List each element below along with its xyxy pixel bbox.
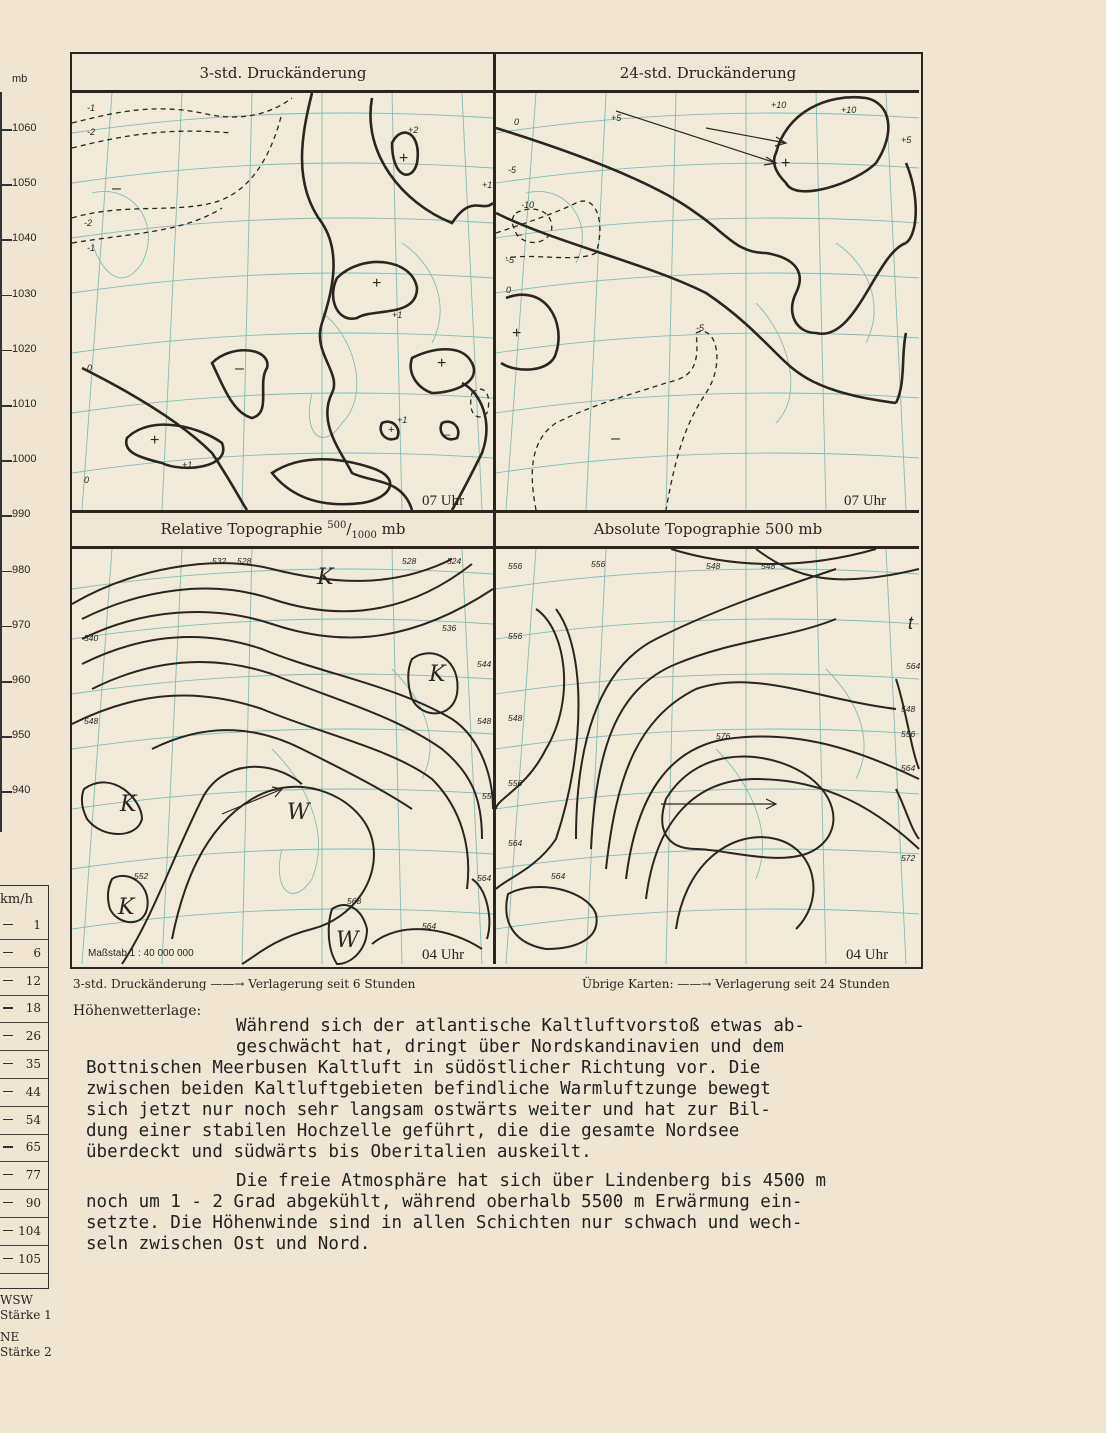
speed-row bbox=[0, 1051, 48, 1079]
ruler-tick bbox=[0, 350, 12, 352]
relative-title-num: 500 bbox=[327, 520, 347, 531]
relative-title-den: 1000 bbox=[351, 530, 377, 541]
ruler-axis bbox=[0, 92, 2, 832]
text-line-2: geschwächt hat, dringt über Nordskandinavien und dem bbox=[236, 1037, 784, 1057]
map-grid-lines bbox=[496, 93, 919, 510]
speed-dash bbox=[3, 1230, 13, 1231]
high-marker: + bbox=[150, 432, 160, 449]
speed-dash bbox=[3, 924, 13, 925]
ruler-label: 940 bbox=[12, 784, 31, 797]
svg-text:576: 576 bbox=[716, 731, 731, 741]
speed-dash bbox=[3, 1007, 13, 1008]
svg-text:0: 0 bbox=[87, 363, 93, 373]
svg-text:524: 524 bbox=[447, 556, 462, 566]
speed-dash bbox=[3, 1258, 13, 1259]
svg-text:548: 548 bbox=[84, 716, 99, 726]
svg-text:556: 556 bbox=[508, 778, 523, 788]
ruler-tick bbox=[0, 626, 12, 628]
high-marker: + bbox=[781, 155, 791, 172]
isallobars-dashed bbox=[496, 201, 717, 510]
svg-text:+2: +2 bbox=[408, 125, 419, 135]
svg-text:568: 568 bbox=[347, 896, 362, 906]
svg-text:556: 556 bbox=[508, 561, 523, 571]
speed-dash bbox=[3, 1035, 13, 1036]
tl-labels bbox=[112, 150, 451, 449]
low-marker: – bbox=[444, 429, 451, 441]
svg-text:0: 0 bbox=[514, 117, 520, 127]
speed-value: 65 bbox=[25, 1140, 41, 1155]
tr-labels bbox=[512, 155, 790, 447]
svg-text:544: 544 bbox=[477, 659, 492, 669]
svg-text:564: 564 bbox=[901, 763, 916, 773]
cold-marker: K bbox=[118, 895, 135, 920]
wind-note-2: Stärke 1 bbox=[0, 1308, 52, 1322]
isallobars-solid bbox=[82, 93, 493, 510]
map-time-relative: 04 Uhr bbox=[422, 947, 465, 963]
warm-marker: W bbox=[336, 928, 359, 953]
cold-marker: K bbox=[120, 792, 137, 817]
svg-text:528: 528 bbox=[237, 556, 252, 566]
svg-text:556: 556 bbox=[508, 631, 523, 641]
ruler-label: 1050 bbox=[12, 177, 37, 190]
ruler-tick bbox=[0, 681, 12, 683]
speed-dash bbox=[3, 1119, 13, 1120]
svg-text:548: 548 bbox=[477, 716, 492, 726]
speed-value: 54 bbox=[25, 1112, 41, 1127]
speed-row bbox=[0, 1107, 48, 1135]
map-title-relative: Relative Topographie $^{500}/_{1000}$ mb bbox=[160, 520, 406, 541]
high-marker: + bbox=[399, 150, 409, 167]
svg-text:572: 572 bbox=[901, 853, 916, 863]
svg-text:+10: +10 bbox=[841, 105, 857, 115]
map-3h-pressure-change bbox=[72, 93, 493, 510]
ruler-label: 960 bbox=[12, 674, 31, 686]
contour-lines bbox=[496, 549, 919, 949]
ruler-label: 990 bbox=[12, 508, 31, 521]
relative-title-unit: mb bbox=[381, 520, 406, 538]
svg-text:+1: +1 bbox=[482, 180, 493, 190]
caption-right: Übrige Karten: ——→ Verlagerung seit 24 Stunden bbox=[582, 977, 890, 991]
text-line-3: Bottnischen Meerbusen Kaltluft in südöstlicher Richtung vor. Die bbox=[86, 1058, 761, 1078]
wind-note-1: WSW bbox=[0, 1293, 33, 1307]
speed-row bbox=[0, 1134, 48, 1162]
text-line-10: setzte. Die Höhenwinde sind in allen Schichten nur schwach und wech- bbox=[86, 1213, 803, 1233]
speed-dash bbox=[3, 1146, 13, 1147]
relative-title-text: Relative Topographie bbox=[160, 520, 323, 538]
speed-dash bbox=[3, 1174, 13, 1175]
speed-value: 105 bbox=[18, 1251, 41, 1266]
speed-value: 44 bbox=[25, 1084, 41, 1099]
svg-text:-5: -5 bbox=[508, 165, 517, 175]
speed-row bbox=[0, 912, 48, 940]
text-line-1: Während sich der atlantische Kaltluftvorstoß etwas ab- bbox=[236, 1016, 805, 1036]
svg-text:+5: +5 bbox=[901, 135, 912, 145]
speed-row bbox=[0, 1162, 48, 1190]
svg-text:556: 556 bbox=[901, 729, 916, 739]
ruler-unit: mb bbox=[12, 73, 28, 85]
svg-text:552: 552 bbox=[134, 871, 149, 881]
speed-value: 12 bbox=[25, 973, 41, 988]
svg-text:548: 548 bbox=[761, 561, 776, 571]
speed-dash bbox=[3, 980, 13, 981]
svg-text:+10: +10 bbox=[771, 100, 787, 110]
svg-text:0: 0 bbox=[84, 475, 90, 485]
high-marker: + bbox=[388, 424, 395, 436]
section-label: Höhenwetterlage: bbox=[73, 1003, 202, 1019]
low-marker: – bbox=[611, 430, 620, 447]
ruler-label: 950 bbox=[12, 729, 31, 742]
map-title-absolute: Absolute Topographie 500 mb bbox=[593, 520, 823, 538]
svg-text:564: 564 bbox=[477, 873, 492, 883]
ruler-label: 1010 bbox=[12, 398, 37, 410]
ruler-label: 980 bbox=[12, 563, 31, 576]
svg-text:-2: -2 bbox=[84, 218, 93, 228]
warm-marker: W bbox=[287, 800, 310, 825]
ruler-label: 970 bbox=[12, 618, 31, 631]
ruler-label: 1000 bbox=[12, 453, 37, 466]
svg-text:0: 0 bbox=[506, 285, 512, 295]
ruler-tick bbox=[0, 184, 12, 186]
svg-text:-5: -5 bbox=[696, 323, 705, 333]
ruler-tick bbox=[0, 460, 12, 462]
map-relative-topography bbox=[72, 549, 497, 964]
map-absolute-topography bbox=[496, 549, 919, 964]
speed-row bbox=[0, 1023, 48, 1051]
ruler-label: 1030 bbox=[12, 287, 37, 300]
high-marker: + bbox=[372, 275, 382, 292]
speed-row bbox=[0, 1218, 48, 1246]
speed-value: 77 bbox=[25, 1168, 41, 1183]
ruler-tick bbox=[0, 515, 12, 517]
speed-value: 1 bbox=[33, 918, 41, 932]
text-line-11: seln zwischen Ost und Nord. bbox=[86, 1234, 371, 1254]
svg-text:t: t bbox=[908, 613, 914, 633]
ruler-tick bbox=[0, 791, 12, 793]
high-marker: + bbox=[512, 325, 522, 342]
ruler-tick bbox=[0, 295, 12, 297]
speed-value: 18 bbox=[25, 1001, 41, 1016]
movement-arrows bbox=[616, 111, 786, 165]
map-title-3h: 3-std. Druckänderung bbox=[199, 64, 367, 82]
speed-value: 35 bbox=[25, 1057, 41, 1071]
speed-value: 26 bbox=[25, 1029, 41, 1044]
svg-text:+1: +1 bbox=[392, 310, 403, 320]
low-marker: – bbox=[112, 180, 121, 197]
text-line-6: dung einer stabilen Hochzelle geführt, die die gesamte Nordsee bbox=[86, 1121, 740, 1141]
svg-text:564: 564 bbox=[422, 921, 437, 931]
speed-dash bbox=[3, 1091, 13, 1092]
speed-row bbox=[0, 940, 48, 968]
speed-row bbox=[0, 1079, 48, 1107]
svg-text:-1: -1 bbox=[87, 243, 96, 253]
map-time-24h: 07 Uhr bbox=[844, 493, 887, 509]
svg-text:564: 564 bbox=[551, 871, 566, 881]
ruler-tick bbox=[0, 239, 12, 241]
map-grid-lines bbox=[496, 549, 919, 964]
speed-dash bbox=[3, 1063, 13, 1064]
low-marker: – bbox=[235, 360, 244, 377]
ruler-tick bbox=[0, 129, 12, 131]
text-line-4: zwischen beiden Kaltluftgebieten befindliche Warmluftzunge bewegt bbox=[86, 1079, 771, 1099]
svg-text:+5: +5 bbox=[611, 113, 622, 123]
isallobars-solid bbox=[496, 97, 916, 403]
speed-row bbox=[0, 1246, 48, 1274]
grid-divider-middle bbox=[72, 510, 919, 513]
svg-text:528: 528 bbox=[402, 556, 417, 566]
svg-text:556: 556 bbox=[482, 791, 497, 801]
map-time-3h: 07 Uhr bbox=[422, 493, 465, 509]
speed-value: 6 bbox=[33, 945, 41, 960]
speed-dash bbox=[3, 952, 13, 953]
svg-text:548: 548 bbox=[508, 713, 523, 723]
svg-text:536: 536 bbox=[442, 623, 457, 633]
map-grid-lines bbox=[72, 549, 493, 964]
svg-text:532: 532 bbox=[212, 556, 227, 566]
ruler-tick bbox=[0, 571, 12, 573]
low-marker: – bbox=[516, 229, 523, 241]
speed-unit: km/h bbox=[0, 892, 33, 907]
svg-text:-5: -5 bbox=[506, 255, 515, 265]
high-marker: + bbox=[437, 355, 447, 372]
speed-row bbox=[0, 1190, 48, 1218]
speed-scale bbox=[0, 885, 49, 1289]
isallobars-dashed bbox=[72, 98, 489, 417]
ruler-tick bbox=[0, 405, 12, 407]
speed-row bbox=[0, 995, 48, 1023]
ruler-label: 1020 bbox=[12, 342, 37, 355]
svg-text:564: 564 bbox=[508, 838, 523, 848]
wind-note-3: NE bbox=[0, 1330, 20, 1344]
svg-text:564: 564 bbox=[906, 661, 921, 671]
br-isoline-values bbox=[508, 559, 920, 881]
svg-text:540: 540 bbox=[84, 633, 99, 643]
map-24h-pressure-change bbox=[496, 93, 919, 510]
svg-text:-10: -10 bbox=[521, 200, 535, 210]
map-scale: Maßstab 1 : 40 000 000 bbox=[88, 948, 194, 959]
map-grid-lines bbox=[72, 93, 493, 510]
text-line-7: überdeckt und südwärts bis Oberitalien auskeilt. bbox=[86, 1142, 592, 1162]
caption-left: 3-std. Druckänderung ——→ Verlagerung seit 6 Stunden bbox=[73, 977, 416, 991]
speed-dash bbox=[3, 1202, 13, 1203]
map-title-24h: 24-std. Druckänderung bbox=[619, 64, 797, 82]
movement-arrow bbox=[661, 799, 776, 809]
speed-row bbox=[0, 968, 48, 996]
text-line-9: noch um 1 - 2 Grad abgekühlt, während oberhalb 5500 m Erwärmung ein- bbox=[86, 1192, 803, 1212]
cold-marker: K bbox=[317, 565, 334, 590]
text-line-8: Die freie Atmosphäre hat sich über Lindenberg bis 4500 m bbox=[236, 1171, 827, 1191]
ruler-tick bbox=[0, 736, 12, 738]
speed-value: 104 bbox=[18, 1223, 41, 1238]
weather-map-grid bbox=[70, 52, 923, 969]
speed-value: 90 bbox=[25, 1196, 41, 1210]
svg-text:+1: +1 bbox=[182, 460, 193, 470]
ruler-label: 1040 bbox=[12, 232, 37, 245]
text-line-5: sich jetzt nur noch sehr langsam ostwärts weiter und hat zur Bil- bbox=[86, 1100, 771, 1120]
svg-text:548: 548 bbox=[706, 561, 721, 571]
svg-text:-2: -2 bbox=[87, 127, 96, 137]
tr-isoline-values bbox=[506, 100, 912, 333]
svg-text:556: 556 bbox=[591, 559, 606, 569]
wind-note-4: Stärke 2 bbox=[0, 1345, 52, 1359]
cold-marker: K bbox=[429, 662, 446, 687]
svg-text:-1: -1 bbox=[87, 103, 96, 113]
svg-text:+1: +1 bbox=[397, 415, 408, 425]
svg-text:548: 548 bbox=[901, 704, 916, 714]
map-time-absolute: 04 Uhr bbox=[846, 947, 889, 963]
ruler-label: 1060 bbox=[12, 122, 37, 134]
